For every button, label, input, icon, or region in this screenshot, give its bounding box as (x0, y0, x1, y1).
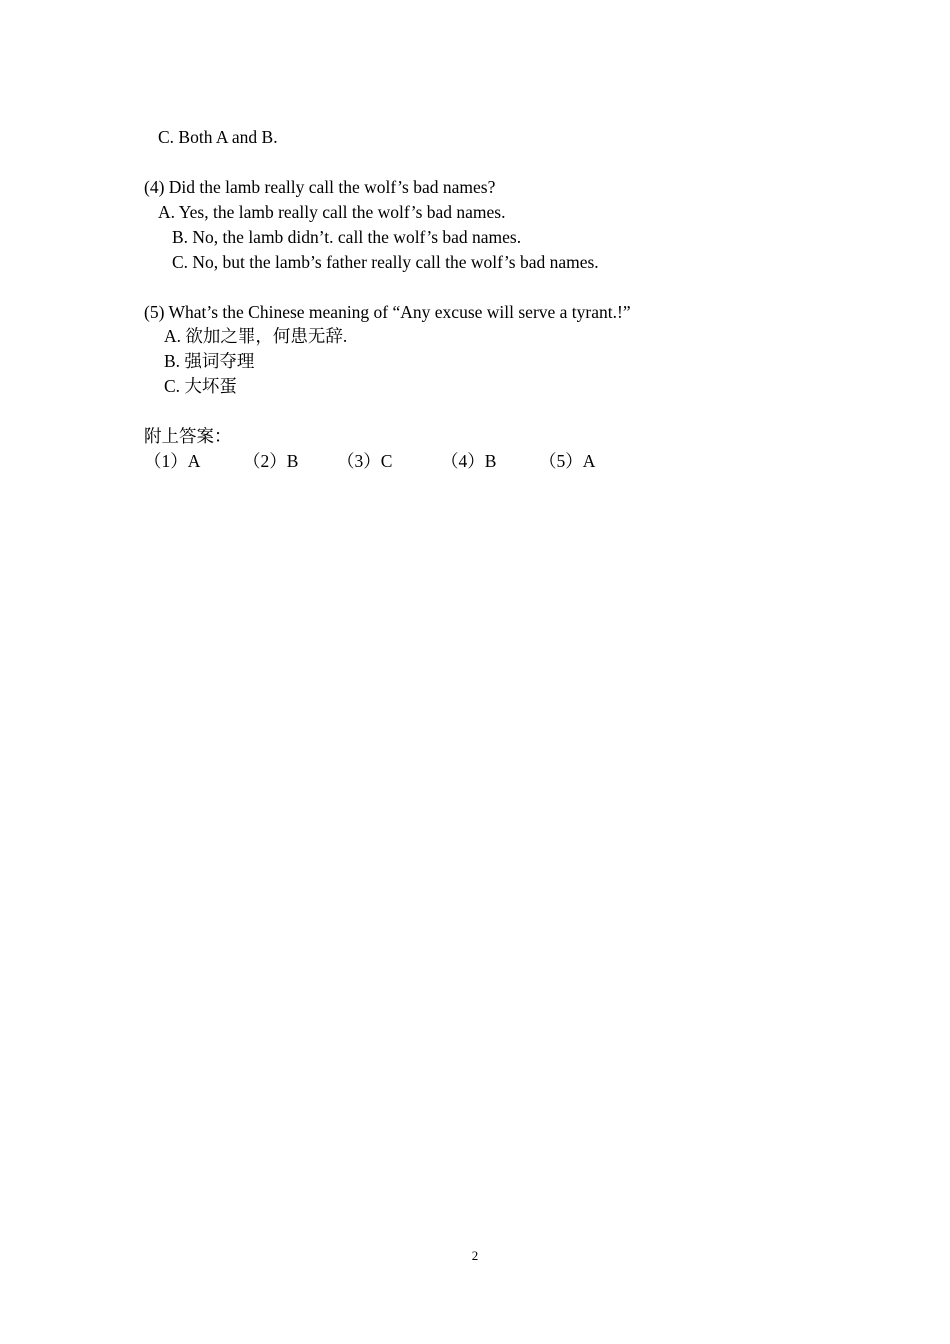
q4-option-b: B. No, the lamb didn’t. call the wolf’s bad names. (172, 227, 522, 247)
q4-option-a: A. Yes, the lamb really call the wolf’s bad names. (158, 202, 506, 222)
answers-row (144, 450, 644, 472)
q4-question: (4) Did the lamb really call the wolf’s bad names? (144, 177, 496, 197)
q5-option-a: A. 欲加之罪，何患无辞. (164, 326, 348, 346)
q4-option-c: C. No, but the lamb’s father really call the wolf’s bad names. (172, 252, 599, 272)
answer-item: （5）A (539, 451, 596, 471)
q5-option-b: B. 强词夺理 (164, 351, 255, 371)
answer-item: （3）C (337, 451, 393, 471)
q3-option-c: C. Both A and B. (158, 127, 278, 147)
q5-option-c: C. 大坏蛋 (164, 376, 237, 396)
answers-heading: 附上答案： (144, 426, 232, 446)
answer-item: （1）A (144, 451, 201, 471)
answer-item: （2）B (243, 451, 299, 471)
q5-question: (5) What’s the Chinese meaning of “Any excuse will serve a tyrant.!” (144, 302, 631, 322)
answer-item: （4）B (441, 451, 497, 471)
page-number: 2 (471, 1248, 479, 1263)
